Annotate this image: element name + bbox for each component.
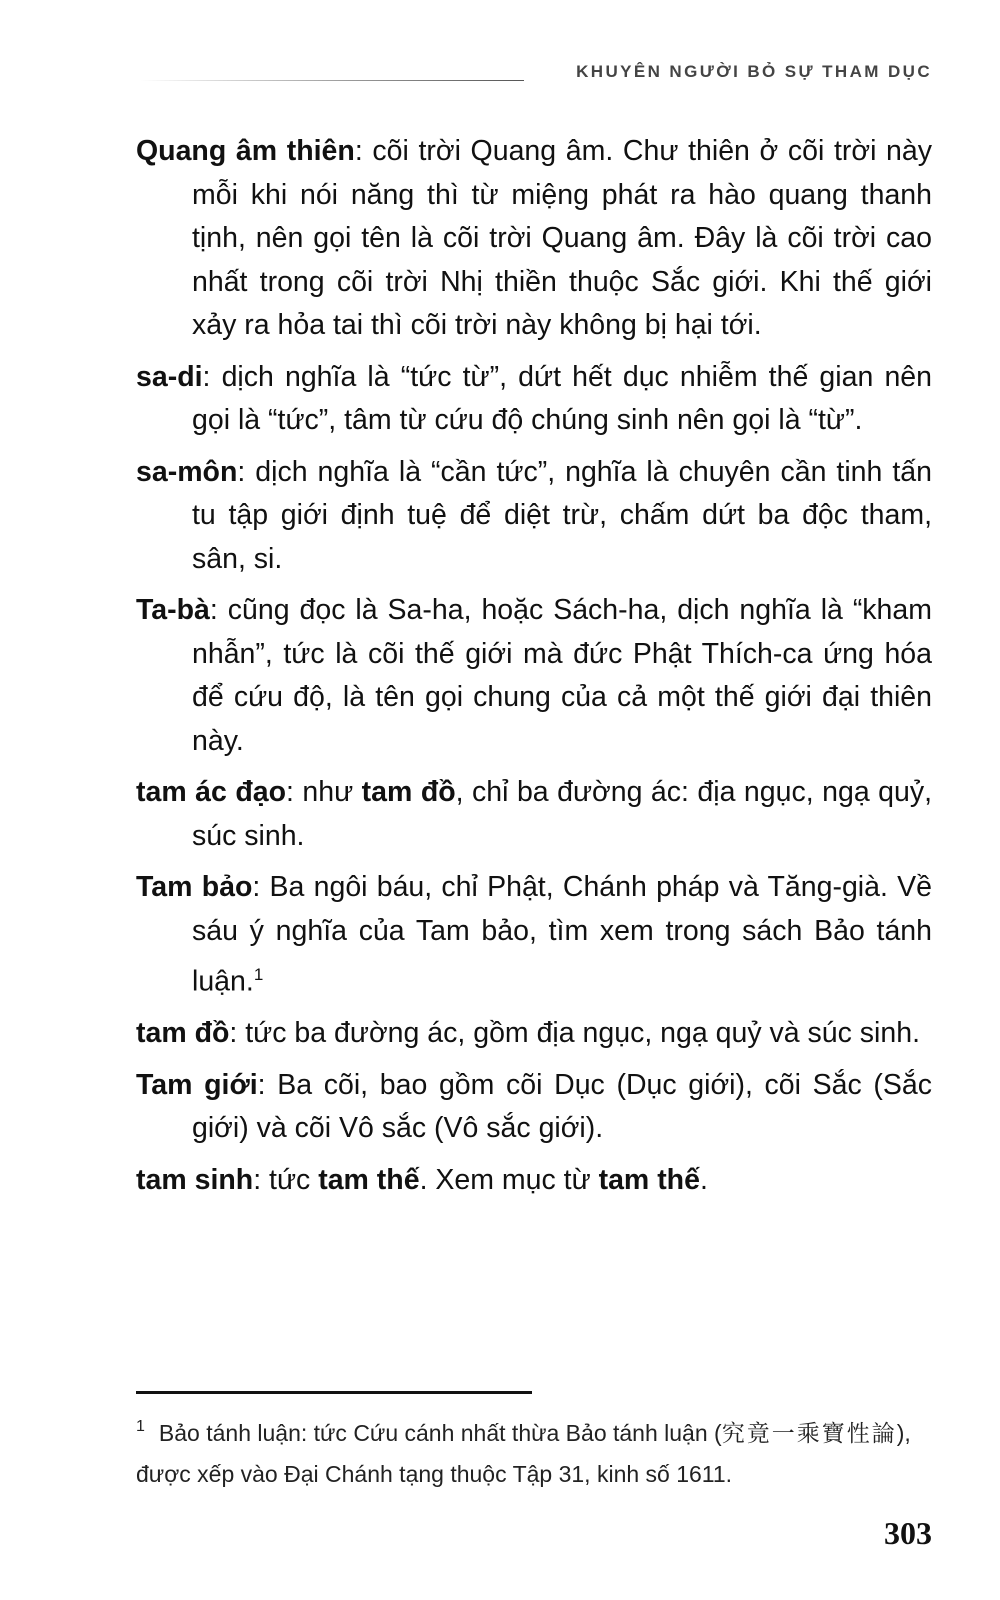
header-rule — [140, 80, 524, 81]
footnote-cjk-title: 究竟一乘寶性論 — [721, 1421, 897, 1447]
footnote — [136, 1407, 932, 1494]
footnote-text: Bảo tánh luận: tức Cứu cánh nhất thừa Bảo tánh luận ( — [158, 1420, 722, 1446]
glossary-entry — [136, 589, 932, 763]
entry-term: tam ác đạo — [136, 776, 287, 808]
glossary-entry — [136, 866, 932, 1004]
entry-definition: . — [699, 1163, 708, 1196]
entry-term: tam sinh — [136, 1163, 254, 1196]
running-header-title: KHUYÊN NGƯỜI BỎ SỰ THAM DỤC — [576, 62, 932, 81]
entry-definition: . Xem mục từ — [419, 1163, 599, 1196]
entry-definition: : như — [286, 776, 362, 808]
entry-definition: : dịch nghĩa là “cần tức”, nghĩa là chuyên cần tinh tấn tu tập giới định tuệ để diệt trừ, chấm dứt ba độc tham, sân, si. — [192, 455, 932, 575]
footnote-mark: 1 — [136, 1418, 145, 1435]
entry-term: sa-di — [136, 360, 203, 393]
entry-cross-reference: tam đồ — [361, 776, 456, 808]
entry-definition: : tức ba đường ác, gồm địa ngục, ngạ quỷ và súc sinh. — [229, 1017, 920, 1049]
glossary-entry — [136, 130, 932, 348]
footnote-separator — [136, 1391, 532, 1394]
entry-definition: : Ba cõi, bao gồm cõi Dục (Dục giới), cõi Sắc (Sắc giới) và cõi Vô sắc (Vô sắc giới). — [192, 1068, 932, 1144]
entry-term: Tam bảo — [136, 871, 253, 903]
footnote-reference: 1 — [253, 965, 264, 984]
glossary-entry — [136, 356, 932, 443]
entry-definition: : Ba ngôi báu, chỉ Phật, Chánh pháp và Tăng-già. Về sáu ý nghĩa của Tam bảo, tìm xem trong sách Bảo tánh luận. — [192, 871, 932, 998]
glossary-entry — [136, 1159, 932, 1203]
entry-term: tam đồ — [136, 1017, 230, 1049]
entry-term: Tam giới — [136, 1068, 258, 1101]
entry-definition: : cũng đọc là Sa-ha, hoặc Sách-ha, dịch nghĩa là “kham nhẫn”, tức là cõi thế giới mà đức Phật Thích-ca ứng hóa để cứu độ, là tên gọi chung của cả một thế giới đại thiên này. — [192, 594, 932, 757]
entry-definition: , chỉ ba đường ác: địa ngục, ngạ quỷ, súc sinh. — [192, 776, 933, 852]
glossary-entry — [136, 771, 932, 858]
entry-term: sa-môn — [136, 455, 238, 488]
entry-term: Ta-bà — [136, 594, 210, 626]
entry-cross-reference: tam thế — [598, 1163, 700, 1196]
entry-cross-reference: tam thế — [318, 1163, 420, 1196]
glossary-entry — [136, 1064, 932, 1151]
entry-term: Quang âm thiên — [136, 135, 355, 167]
glossary-entry — [136, 451, 932, 582]
entry-definition: : cõi trời Quang âm. Chư thiên ở cõi trời này mỗi khi nói năng thì từ miệng phát ra hào quang thanh tịnh, nên gọi tên là cõi trời Quang âm. Đây là cõi trời cao nhất trong cõi trời Nhị thiền thuộc Sắc giới. Khi thế giới xảy ra hỏa tai thì cõi trời này không bị hại tới. — [192, 135, 933, 341]
footnote-text: ), được xếp vào Đại Chánh tạng thuộc Tập 31, kinh số 1611. — [136, 1420, 911, 1487]
running-header — [140, 62, 932, 86]
page-number: 303 — [884, 1515, 932, 1551]
entry-definition: : dịch nghĩa là “tức từ”, dứt hết dục nhiễm thế gian nên gọi là “tức”, tâm từ cứu độ chúng sinh nên gọi là “từ”. — [192, 360, 932, 436]
entry-definition: : tức — [253, 1163, 319, 1196]
glossary-entries — [136, 130, 932, 1210]
glossary-entry — [136, 1012, 932, 1056]
